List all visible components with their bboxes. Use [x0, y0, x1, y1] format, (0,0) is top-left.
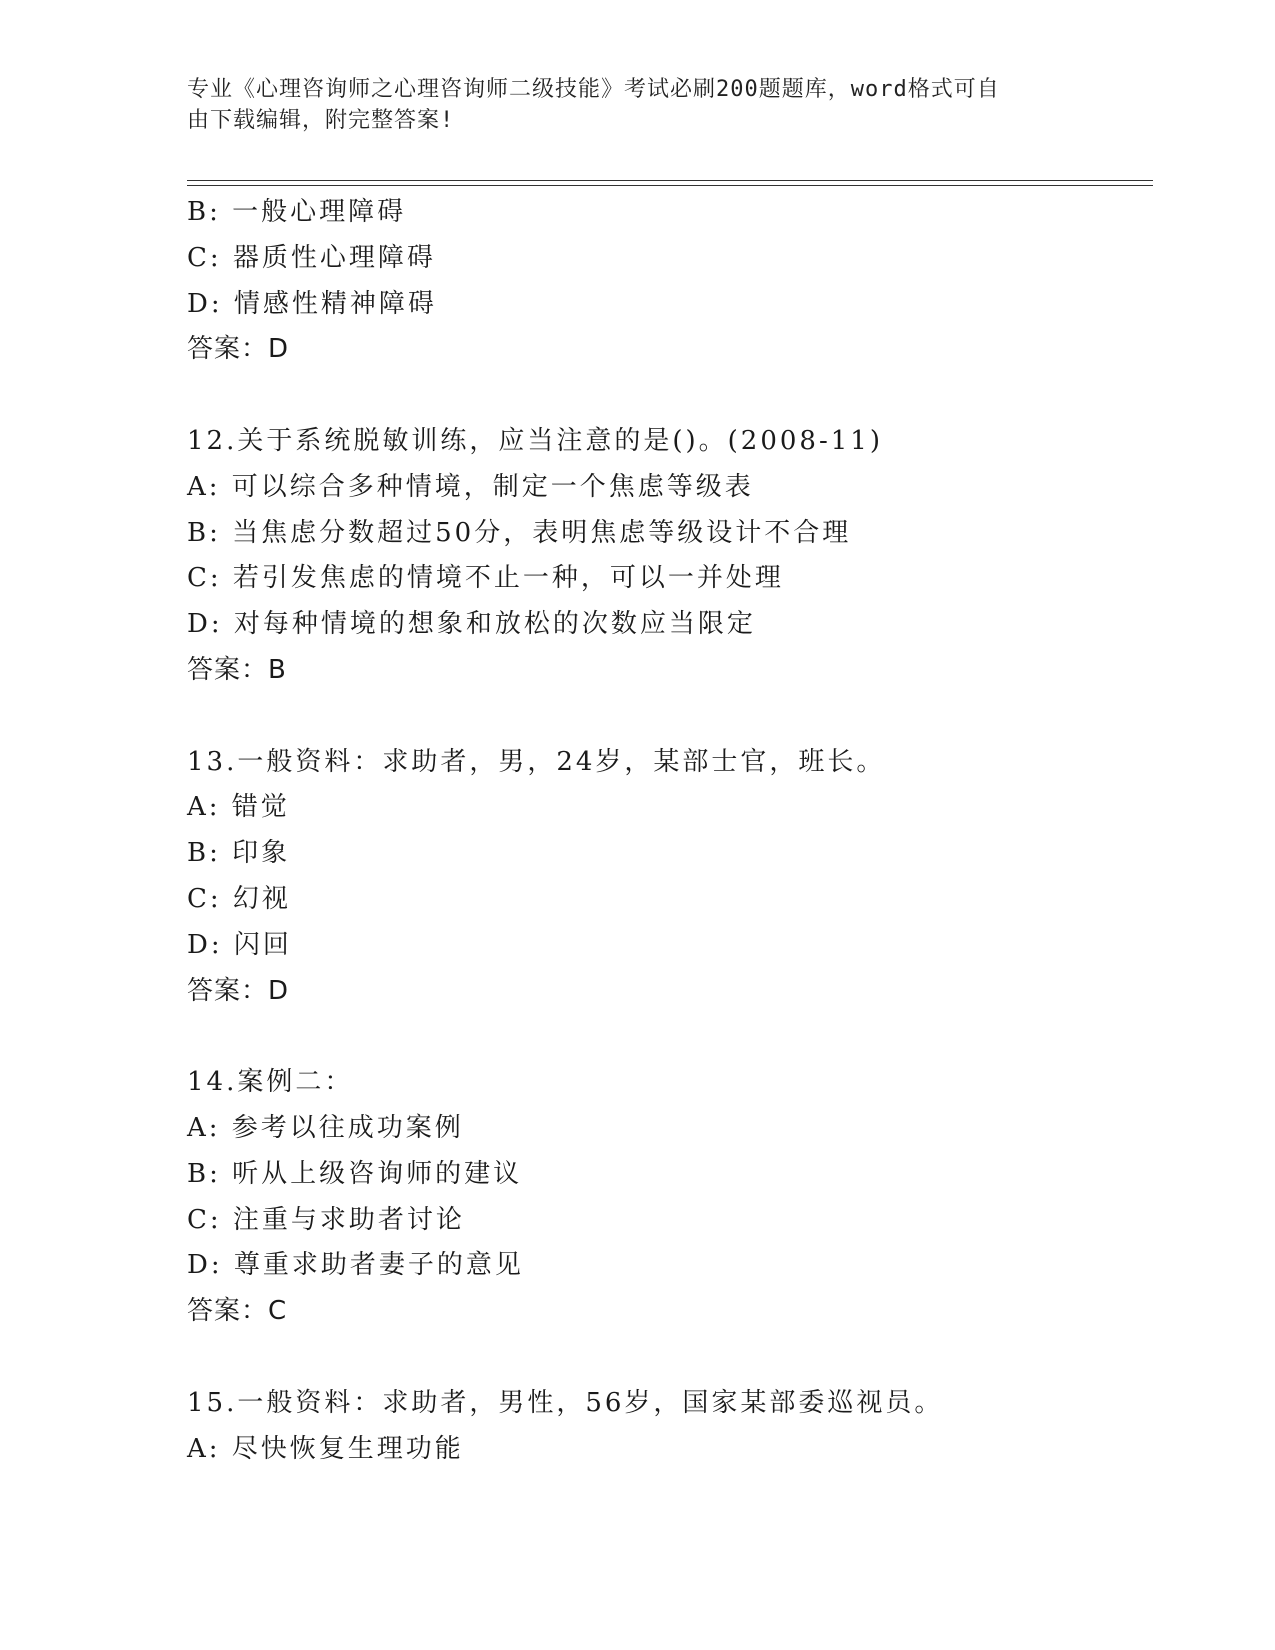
option-line: B: 一般心理障碍 [187, 197, 407, 227]
section-gap [187, 1335, 1147, 1381]
option-line: D: 对每种情境的想象和放松的次数应当限定 [187, 609, 756, 640]
answer-line: 答案：D [187, 334, 290, 365]
option-line: B: 印象 [187, 838, 291, 869]
header-rule-top [187, 180, 1153, 181]
option-line: D: 尊重求助者妻子的意见 [187, 1250, 524, 1281]
option-line: B: 听从上级咨询师的建议 [187, 1158, 523, 1189]
answer-line: 答案：C [187, 1296, 288, 1327]
section-gap [187, 694, 1147, 740]
header-line-2: 由下载编辑，附完整答案! [187, 108, 455, 133]
option-line: D: 闪回 [187, 929, 292, 960]
option-line: A: 可以综合多种情境，制定一个焦虑等级表 [187, 471, 754, 502]
header-line-1: 专业《心理咨询师之心理咨询师二级技能》考试必刷200题题库，word格式可自 [187, 77, 1000, 102]
option-line: B: 当焦虑分数超过50分，表明焦虑等级设计不合理 [187, 517, 852, 548]
option-line: C: 幻视 [187, 883, 291, 914]
option-line: A: 尽快恢复生理功能 [187, 1433, 464, 1464]
question-stem: 12.关于系统脱敏训练，应当注意的是()。(2008-11) [187, 425, 883, 456]
option-line: A: 错觉 [187, 792, 290, 823]
question-stem: 14.案例二： [187, 1067, 354, 1098]
section-gap [187, 373, 1147, 419]
header-rule-bottom [187, 185, 1153, 186]
section-gap [187, 1014, 1147, 1060]
answer-line: 答案：B [187, 654, 287, 685]
option-line: C: 器质性心理障碍 [187, 242, 436, 273]
document-header [187, 74, 1087, 136]
question-list [187, 190, 1147, 1472]
option-line: D: 情感性精神障碍 [187, 288, 437, 319]
answer-line: 答案：D [187, 975, 290, 1006]
option-line: C: 注重与求助者讨论 [187, 1204, 465, 1235]
question-stem: 13.一般资料：求助者，男，24岁，某部士官，班长。 [187, 746, 886, 777]
option-line: A: 参考以往成功案例 [187, 1112, 464, 1143]
question-stem: 15.一般资料：求助者，男性，56岁，国家某部委巡视员。 [187, 1387, 944, 1418]
option-line: C: 若引发焦虑的情境不止一种，可以一并处理 [187, 563, 784, 594]
